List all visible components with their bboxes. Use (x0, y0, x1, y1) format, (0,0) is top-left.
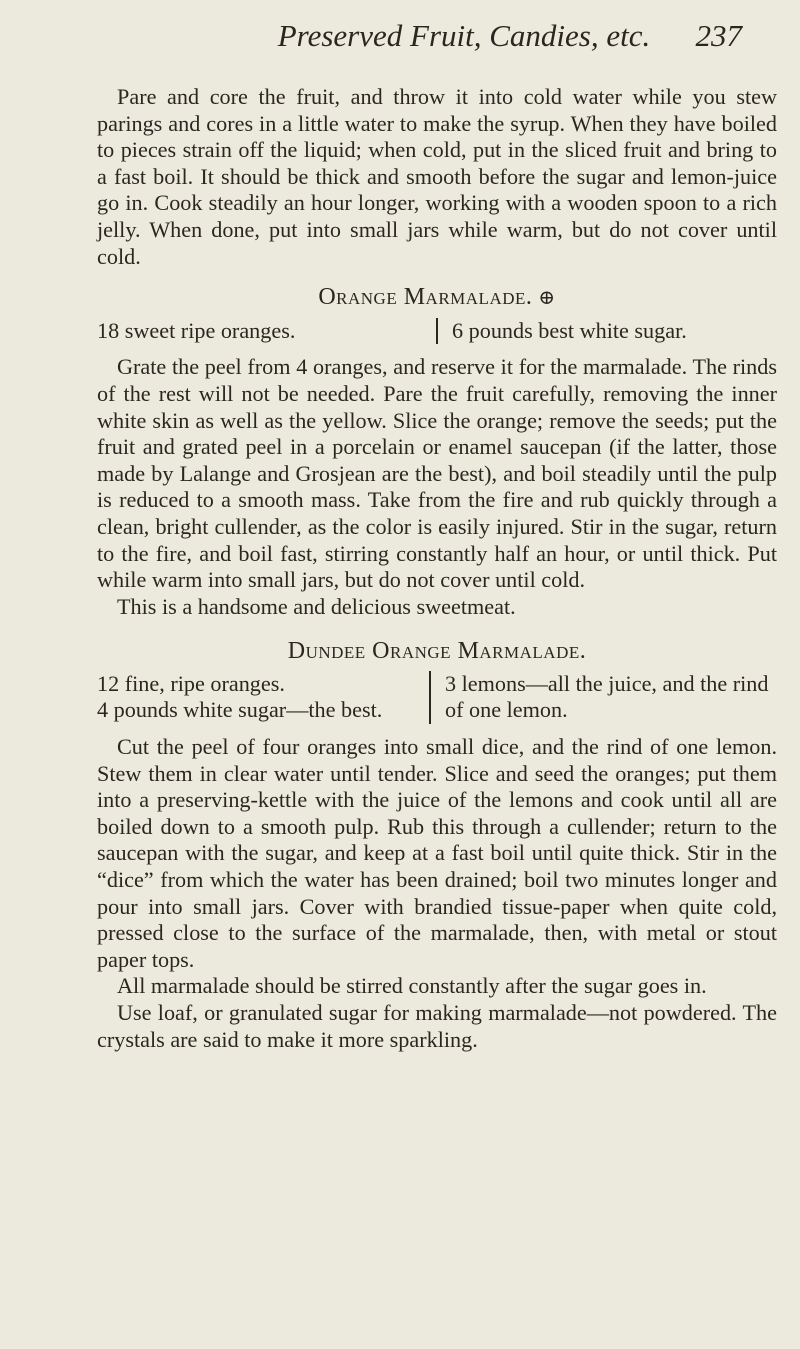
orange-marmalade-ingredients (97, 318, 777, 345)
ingredient-item: 4 pounds white sugar—the best. (97, 697, 383, 723)
ingredients-left-column (97, 318, 438, 345)
ingredients-right-column (431, 671, 777, 724)
dundee-marmalade-heading (97, 638, 777, 665)
tested-recipe-icon: ⊕ (538, 287, 556, 310)
dundee-marmalade-title: Dundee Orange Marmalade. (287, 638, 587, 665)
orange-marmalade-method: Grate the peel from 4 oranges, and reserve it for the marmalade. The rinds of the rest will not be needed. Pare the fruit carefully, removing the inner white skin as well as the yellow. Slice the orange; remove the seeds; put the fruit and grated peel in a porcelain or enamel saucepan (if the latter, those made by Lalange and Grosjean are the best), and boil steadily until the pulp is reduced to a smooth mass. Take from the fire and rub quickly through a clean, bright cullender, as the color is easily injured. Stir in the sugar, return to the fire, and boil fast, stirring constantly half an hour, or until thick. Put while warm into small jars, but do not cover until cold. (97, 354, 777, 593)
intro-paragraph: Pare and core the fruit, and throw it into cold water while you stew parings and cores in a little water to make the syrup. When they have boiled to pieces strain off the liquid; when cold, put in the sliced fruit and bring to a fast boil. It should be thick and smooth before the sugar and lemon-juice go in. Cook steadily an hour longer, working with a wooden spoon to a rich jelly. When done, put into small jars while warm, but do not cover until cold. (97, 84, 777, 269)
orange-marmalade-note: This is a handsome and delicious sweetmeat. (117, 593, 516, 619)
dundee-marmalade-ingredients (97, 671, 777, 724)
orange-marmalade-heading (97, 284, 777, 312)
marmalade-sugar-note: Use loaf, or granulated sugar for making marmalade—not powdered. The crystals are said to make it more sparkling. (97, 1000, 777, 1052)
dundee-marmalade-method: Cut the peel of four oranges into small dice, and the rind of one lemon. Stew them in clear water until tender. Slice and seed the oranges; put them into a preserving-kettle with the juice of the lemons and cook until all are boiled down to a smooth pulp. Rub this through a cullender; return to the saucepan with the sugar, and keep at a fast boil until quite thick. Stir in the “dice” from which the water has been drained; boil two minutes longer and pour into small jars. Cover with brandied tissue-paper when quite cold, pressed close to the surface of the marmalade, then, with metal or stout paper tops. (97, 734, 777, 972)
body-text (97, 84, 777, 1053)
ingredients-right-column (438, 318, 777, 345)
ingredient-item: 18 sweet ripe oranges. (97, 317, 296, 343)
page-header (96, 18, 742, 62)
orange-marmalade-title: Orange Marmalade. (318, 284, 533, 311)
ingredients-left-column (97, 671, 431, 724)
running-title: Preserved Fruit, Candies, etc. (277, 18, 651, 53)
ingredient-item: 3 lemons—all the juice, and the rind of one lemon. (445, 670, 769, 723)
ingredient-item: 12 fine, ripe oranges. (97, 670, 285, 696)
marmalade-stirring-note: All marmalade should be stirred constantly after the sugar goes in. (117, 973, 707, 999)
page-number: 237 (695, 18, 742, 53)
ingredient-item: 6 pounds best white sugar. (452, 317, 687, 343)
